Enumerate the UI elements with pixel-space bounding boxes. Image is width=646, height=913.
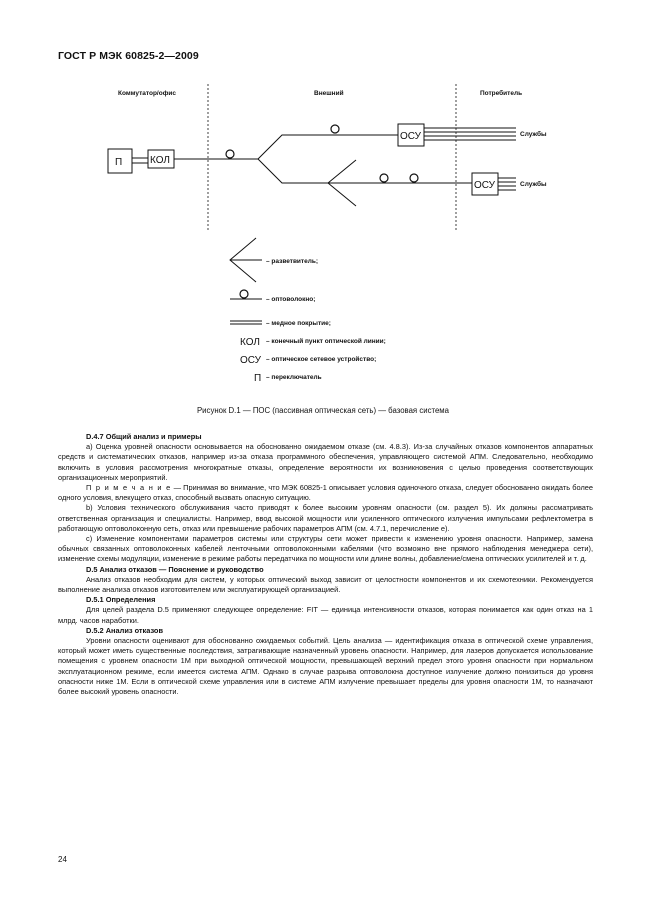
paragraph-d47-b: b) Условия технического обслуживания часто приводят к более высоким уровням опасности (см. раздел 5). Их должны рассматривать ответственная организация и специалисты. Например, ввод высокой мощности или усиленного оптического излучения импульсами рефлектометра в работающую оптоволоконную сеть, отказ или превышение рабочих параметров АПМ (см. 4.7.1, перечисление е). <box>58 503 593 533</box>
legend-switch-text: – переключатель <box>266 374 322 381</box>
note-paragraph <box>58 483 593 503</box>
zone-label-office: Коммутатор/офис <box>118 90 176 97</box>
legend-fiber-text: – оптоволокно; <box>266 296 316 303</box>
page-number: 24 <box>58 855 67 864</box>
zone-label-consumer: Потребитель <box>480 90 523 97</box>
paragraph-d5: Анализ отказов необходим для систем, у которых оптический выход зависит от целостности компонентов и их схемотехники. Рекомендуется выполнение анализа отказов изготовителем или эксплуатирующей организацией. <box>58 574 593 595</box>
legend <box>230 238 386 384</box>
section-heading-d51: D.5.1 Определения <box>86 595 156 605</box>
legend-kol-symbol: КОЛ <box>240 337 260 348</box>
legend-switch-symbol: П <box>254 373 262 384</box>
service-label-top: Службы <box>520 131 547 138</box>
fiber-marker <box>226 150 234 158</box>
legend-osu-text: – оптическое сетевое устройство; <box>266 356 377 363</box>
note-text: — Принимая во внимание, что МЭК 60825-1 описывает условия одиночного отказа, следует обоснованно ожидать более одного условия, влекущего отказ, способный вызвать опасную ситуацию. <box>58 483 594 503</box>
osu-label-top: ОСУ <box>400 131 422 142</box>
document-header: ГОСТ Р МЭК 60825-2—2009 <box>58 50 199 62</box>
legend-copper-text: – медное покрытие; <box>266 320 331 327</box>
note-label: П р и м е ч а н и е <box>86 483 172 493</box>
legend-osu-symbol: ОСУ <box>240 355 262 366</box>
figure-caption: Рисунок D.1 — ПОС (пассивная оптическая сеть) — базовая система <box>196 406 449 415</box>
splitter-upper-branch <box>258 135 398 159</box>
section-heading-d52: D.5.2 Анализ отказов <box>86 625 163 635</box>
zone-label-external: Внешний <box>314 90 344 97</box>
section-heading-d47: D.4.7 Общий анализ и примеры <box>86 432 202 441</box>
paragraph-d51: Для целей раздела D.5 применяют следующее определение: FIT — единица интенсивности отказов, которая понимается как один отказ на 1 млрд. часов наработки. <box>58 605 593 625</box>
kol-label: КОЛ <box>150 155 170 166</box>
switch-label: П <box>115 157 123 168</box>
legend-splitter-text: – разветвитель; <box>266 258 319 265</box>
osu-label-bottom: ОСУ <box>474 180 496 191</box>
pon-diagram <box>0 0 646 400</box>
legend-fiber-marker <box>240 290 248 298</box>
paragraph-d47-a: а) Оценка уровней опасности основывается на обоснованно ожидаемом отказе (см. 4.8.3). Из-за случайных отказов компонентов аппаратных средств и систематических отказов, например из-за отказа программного обеспечения, управляющего системой АПМ. Следовательно, необходимо включить в условия рассмотрения многократные отказы, определение вероятности их возникновения с целью проведения соответствующих организационных мероприятий. <box>58 442 593 482</box>
fiber-marker-lower-2 <box>410 174 418 182</box>
fiber-marker-upper <box>331 125 339 133</box>
splitter-lower-branch <box>258 159 328 183</box>
legend-kol-text: – конечный пункт оптической линии; <box>266 338 386 345</box>
fiber-marker-lower-1 <box>380 174 388 182</box>
service-label-bottom: Службы <box>520 181 547 188</box>
body-text <box>58 432 593 697</box>
section-heading-d5: D.5 Анализ отказов — Пояснение и руководство <box>86 564 264 574</box>
paragraph-d47-c: c) Изменение компонентами параметров системы или структуры сети может привести к изменению уровня опасности. Например, замена обычных связанных оптоволоконных кабелей ленточными оптоволоконными кабелями (что возможно вне прямого наблюдения менеджера сети), изменение схемы модуляции, изменение в режиме работы передатчика по мощности или длине волны, добавление/смена оптических усилителей и т. д. <box>58 534 593 564</box>
paragraph-d52: Уровни опасности оценивают для обоснованно ожидаемых событий. Цель анализа — идентификация отказа в оптической схеме управления, который может иметь существенные последствия, затрагивающие назначенный уровень опасности. Например, для лазеров допускается использование помещения с уровнем опасности 1М при выходной оптической мощности, превышающей верхний предел этого уровня опасности при нормальном эксплуатационном режиме, если имеется система АПМ. Однако в случае разрыва оптоволокна доступное излучение должно понизиться до уровня опасности ниже 1М. Если в оптической схеме управления или в системе АПМ излучение превышает пределы для уровня опасности 1М, то назначают более высокий уровень опасности. <box>58 636 593 697</box>
